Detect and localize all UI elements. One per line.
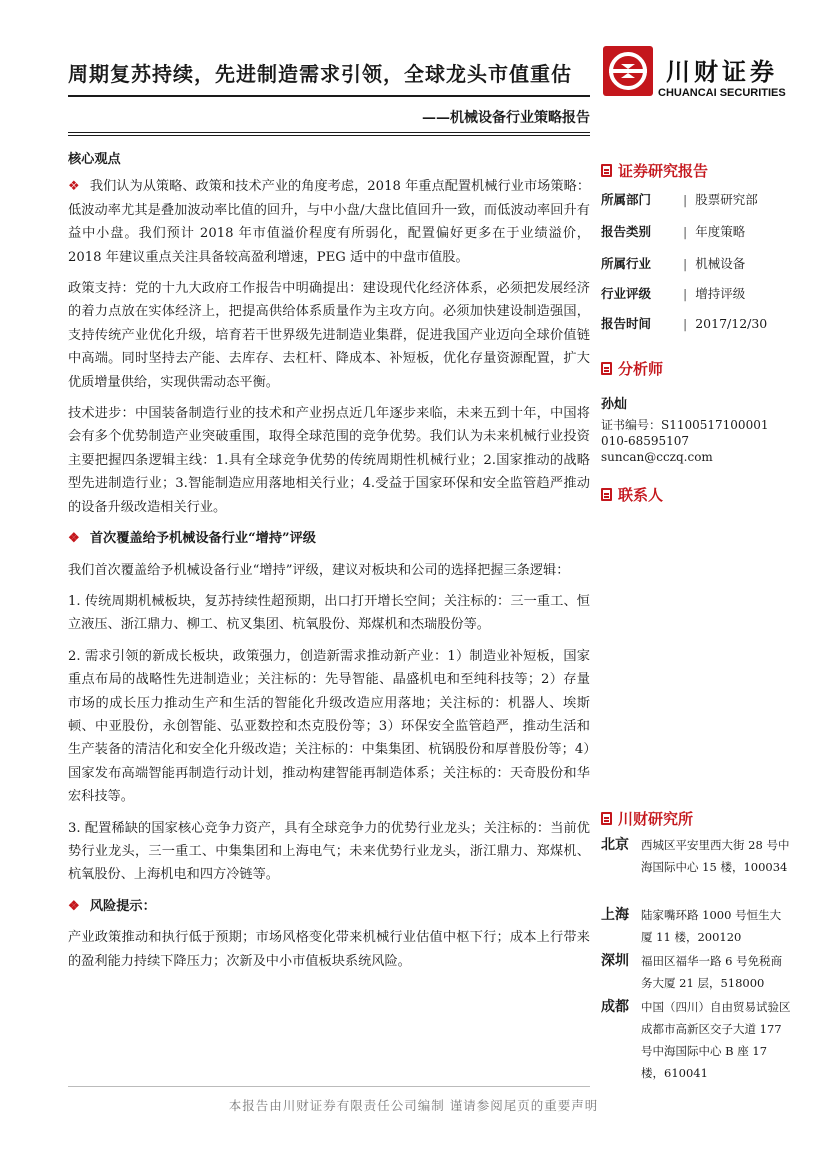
info-row-date: 报告时间 | 2017/12/30 — [601, 316, 768, 331]
contact-heading — [601, 484, 791, 505]
subtitle-divider — [68, 132, 590, 133]
title-divider — [68, 95, 590, 97]
core-view-heading: 核心观点 — [68, 152, 121, 167]
analyst-heading-text: 分析师 — [618, 360, 664, 378]
paragraph-strategy-text: 我们认为从策略、政策和技术产业的角度考虑，2018 年重点配置机械行业市场策略：低波动率尤其是叠加波动率比值的回升，与中小盘/大盘比值回升一致，而低波动率回升有益中小盘。我们预计 2018 年市值溢价程度有所弱化，配置偏好更多在于业绩溢价，2018 年建议重点关注具备较高盈利增速，PEG 适中的中盘市值股。 — [68, 179, 591, 265]
office-address: 陆家嘴环路 1000 号恒生大厦 11 楼，200120 — [641, 908, 782, 944]
paragraph-rating: 我们首次覆盖给予机械设备行业“增持”评级，建议对板块和公司的选择把握三条逻辑： — [68, 562, 570, 578]
office-city: 成都 — [601, 999, 629, 1015]
analyst-heading — [601, 358, 791, 379]
info-row-department: 所属部门 | 股票研究部 — [601, 192, 758, 207]
info-row-rating: 行业评级 | 增持评级 — [601, 286, 746, 301]
rating-heading — [68, 527, 590, 550]
subtitle-divider-2 — [68, 135, 590, 136]
office-address: 福田区福华一路 6 号免税商务大厦 21 层，518000 — [641, 954, 783, 990]
info-value: 股票研究部 — [695, 192, 758, 207]
diamond-bullet-icon: ❖ — [68, 898, 80, 914]
footer-disclaimer: 本报告由川财证券有限责任公司编制 谨请参阅尾页的重要声明 — [228, 1098, 599, 1113]
institute-heading-text: 川财研究所 — [618, 810, 694, 828]
report-info-heading — [601, 160, 791, 181]
risk-heading — [68, 895, 590, 918]
info-value: 2017/12/30 — [695, 316, 768, 331]
info-row-industry: 所属行业 | 机械设备 — [601, 256, 746, 271]
paragraph-policy: 政策支持：党的十九大政府工作报告中明确提出：建设现代化经济体系，必须把发展经济的着力点放在实体经济上，把提高供给体系质量作为主攻方向。必须加快建设制造强国，支持传统产业优化升级，培育若干世界级先进制造业集群，促进我国产业迈向全球价值链中高端。同时坚持去产能、去库存、去杠杆、降成本、补短板，优化存量资源配置，扩大优质增量供给，实现供需动态平衡。 — [68, 281, 590, 390]
info-value: 增持评级 — [695, 286, 746, 301]
paragraph-technology: 技术进步：中国装备制造行业的技术和产业拐点近几年逐步来临，未来五到十年，中国将会有多个优势制造产业突破重围，取得全球范围的竞争优势。我们认为未来机械行业投资主要把握四条逻辑主线：1.具有全球竞争优势的传统周期性机械行业；2.国家推动的战略型先进制造行业；3.智能制造应用落地相关行业；4.受益于国家环保和安全监管趋严推动的设备升级改造相关行业。 — [68, 406, 590, 515]
document-icon — [601, 812, 612, 825]
analyst-phone: 010-68595107 — [601, 434, 690, 448]
report-info-table — [601, 190, 791, 340]
info-value: 年度策略 — [695, 224, 746, 239]
paragraph-logic-3: 3. 配置稀缺的国家核心竞争力资产，具有全球竞争力的优势行业龙头；关注标的：当前优势行业龙头，三一重工、中集集团和上海电气；未来优势行业龙头，浙江鼎力、郑煤机、杭氧股份、上海机电和四方冷链等。 — [68, 820, 590, 883]
info-key: 所属部门 — [601, 192, 652, 207]
logo-name: 川财证券 — [666, 58, 778, 86]
diamond-bullet-icon: ❖ — [68, 179, 80, 195]
report-info-heading-text: 证券研究报告 — [618, 162, 709, 180]
report-subtitle: ——机械设备行业策略报告 — [422, 110, 590, 126]
info-value: 机械设备 — [695, 256, 746, 271]
office-city: 上海 — [601, 907, 629, 923]
office-city: 北京 — [601, 837, 629, 853]
info-key: 报告时间 — [601, 316, 652, 331]
footer-divider — [68, 1086, 590, 1087]
info-key: 所属行业 — [601, 256, 652, 271]
main-content — [68, 148, 590, 981]
office-list — [601, 834, 791, 1084]
office-address: 中国（四川）自由贸易试验区成都市高新区交子大道 177 号中海国际中心 B 座 17 楼，610041 — [641, 1000, 791, 1080]
document-icon — [601, 362, 612, 375]
contact-heading-text: 联系人 — [618, 486, 664, 504]
rating-heading-text: 首次覆盖给予机械设备行业“增持”评级 — [89, 531, 316, 547]
analyst-email[interactable]: suncan@cczq.com — [601, 450, 713, 464]
diamond-bullet-icon: ❖ — [68, 531, 80, 547]
info-key: 行业评级 — [601, 286, 652, 301]
info-row-category: 报告类别 | 年度策略 — [601, 224, 746, 239]
document-icon — [601, 164, 612, 177]
chuancai-logo-icon — [603, 46, 653, 96]
risk-heading-text: 风险提示： — [89, 898, 156, 914]
paragraph-strategy — [68, 175, 590, 269]
analyst-cert: 证书编号：S1100517100001 — [601, 418, 769, 432]
office-city: 深圳 — [601, 953, 629, 969]
logo-english-name: CHUANCAI SECURITIES — [658, 87, 786, 99]
office-address: 西城区平安里西大街 28 号中海国际中心 15 楼，100034 — [641, 838, 790, 874]
paragraph-logic-2: 2. 需求引领的新成长板块，政策强力，创造新需求推动新产业：1）制造业补短板，国家重点布局的战略性先进制造业；关注标的：先导智能、晶盛机电和至纯科技等；2）存量市场的成长压力推动生产和生活的智能化升级改造应用落地；关注标的：机器人、埃斯顿、中亚股份，永创智能、弘亚数控和杰克股份等；3）环保安全监管趋严，推动生活和生产装备的清洁化和安全化升级改造；关注标的：中集集团、杭锅股份和厚普股份等；4）国家发布高端智能再制造行动计划，推动构建智能再制造体系；关注标的：天奇股份和华宏科技等。 — [68, 648, 590, 805]
institute-heading — [601, 808, 791, 829]
analyst-name: 孙灿 — [601, 397, 628, 412]
analyst-card — [601, 397, 791, 465]
document-icon — [601, 488, 612, 501]
paragraph-risk: 产业政策推动和执行低于预期；市场风格变化带来机械行业估值中枢下行；成本上行带来的盈利能力持续下降压力；次新及中小市值板块系统风险。 — [68, 930, 590, 969]
info-key: 报告类别 — [601, 224, 652, 239]
paragraph-logic-1: 1. 传统周期机械板块，复苏持续性超预期，出口打开增长空间；关注标的：三一重工、恒立液压、浙江鼎力、柳工、杭叉集团、杭氧股份、郑煤机和杰瑞股份等。 — [68, 593, 590, 633]
report-title: 周期复苏持续，先进制造需求引领，全球龙头市值重估 — [68, 62, 572, 86]
